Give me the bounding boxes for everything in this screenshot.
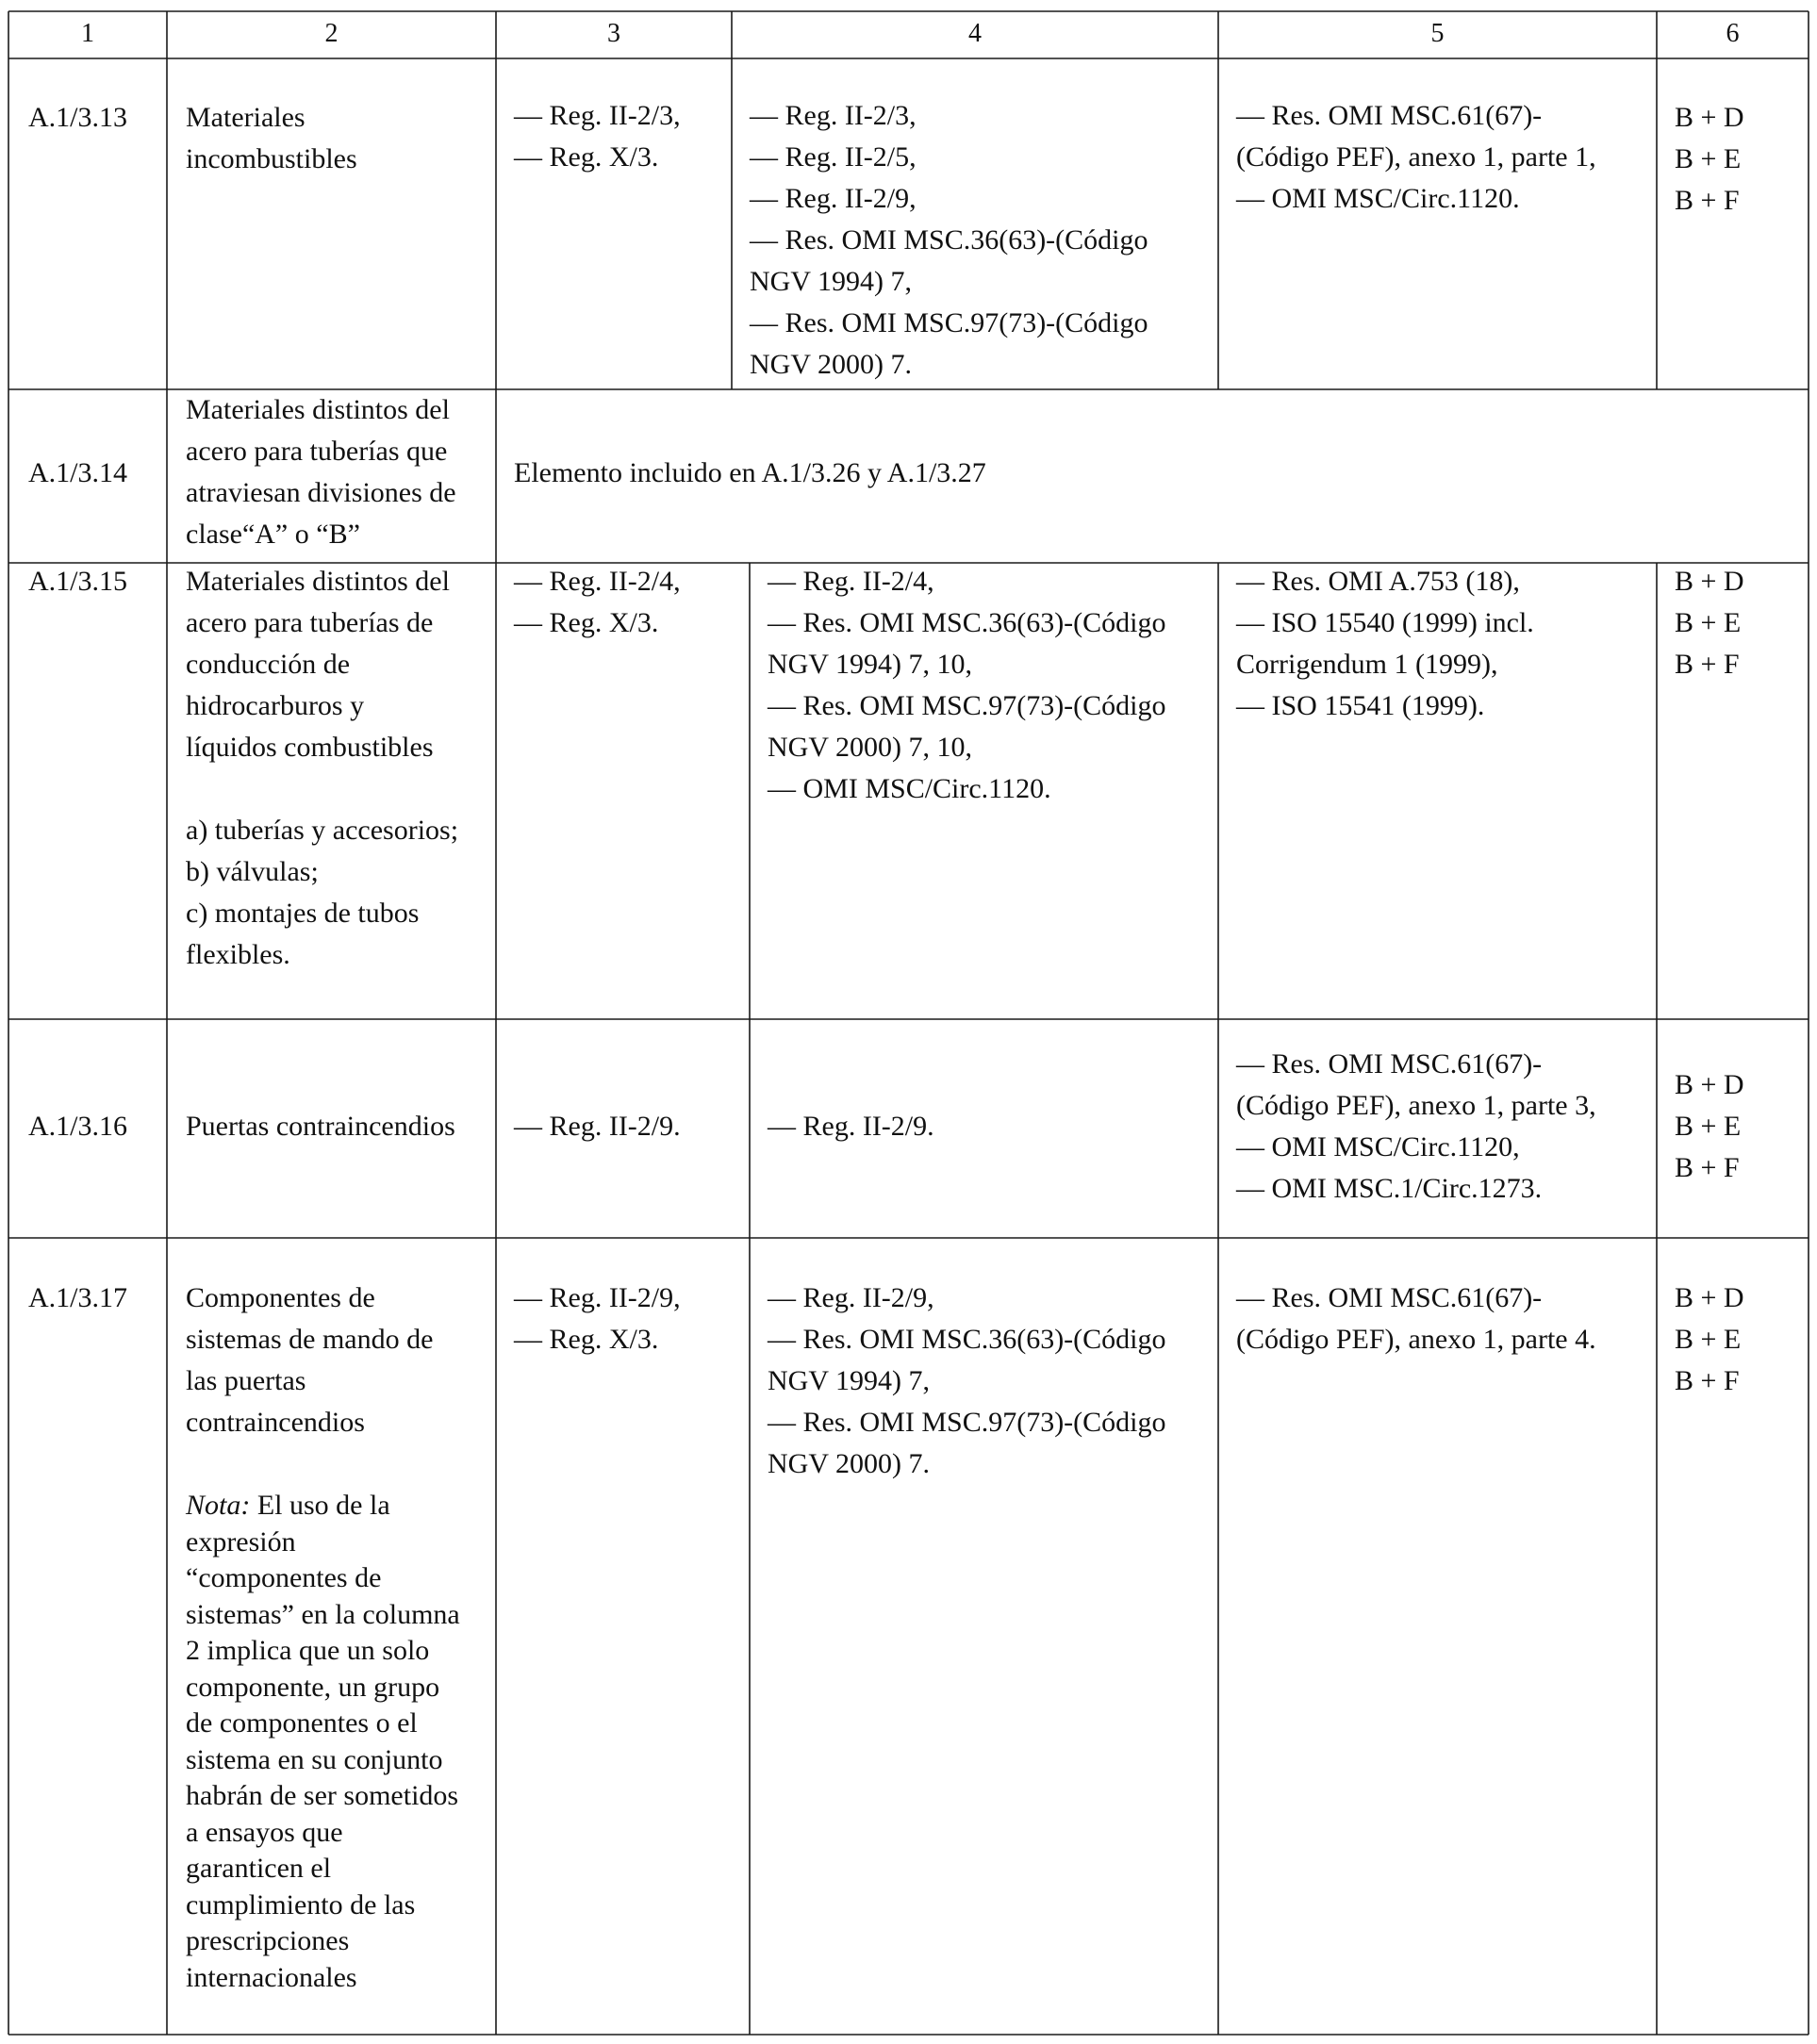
- header-col-2: 2: [324, 19, 339, 48]
- row-5-col3: — Reg. II-2/9, — Reg. X/3.: [514, 1282, 681, 1355]
- row-4-col6: B + D B + E B + F: [1675, 1069, 1744, 1183]
- row-1-col4: — Reg. II-2/3, — Reg. II-2/5, — Reg. II-2/9, — Res. OMI MSC.36(63)-(Código NGV 1994) 7, — Res. OMI MSC.97(73)-(Código NGV 2000) 7.: [750, 100, 1148, 380]
- row-5-col4: — Reg. II-2/9, — Res. OMI MSC.36(63)-(Código NGV 1994) 7, — Res. OMI MSC.97(73)-(Código NGV 2000) 7.: [768, 1282, 1166, 1479]
- header-col-1: 1: [81, 19, 94, 48]
- row-4-item: Puertas contraincendios: [186, 1111, 455, 1142]
- row-3-code: A.1/3.15: [28, 566, 127, 597]
- header-col-6: 6: [1726, 19, 1740, 48]
- row-1-code: A.1/3.13: [28, 102, 127, 133]
- header-col-4: 4: [968, 19, 982, 48]
- row-5-code: A.1/3.17: [28, 1282, 127, 1313]
- row-1-col6: B + D B + E B + F: [1675, 102, 1744, 216]
- note-text: El uso de la expresión “componentes de sistemas” en la columna 2 implica que un solo componente, un grupo de componentes o el sistema en su conjunto habrán de ser sometidos a ensayos que garanticen el cumplimiento de las prescripciones internacionales: [186, 1490, 460, 1993]
- row-2-item: Materiales distintos del acero para tuberías que atraviesan divisiones de clase“A” o “B”: [186, 394, 456, 550]
- row-5-col5: — Res. OMI MSC.61(67)- (Código PEF), anexo 1, parte 4.: [1236, 1282, 1596, 1355]
- row-1-col3: — Reg. II-2/3, — Reg. X/3.: [514, 100, 681, 173]
- row-5-col6: B + D B + E B + F: [1675, 1282, 1744, 1396]
- header-col-3: 3: [607, 19, 620, 48]
- row-5-item: Componentes de sistemas de mando de las puertas contraincendios: [186, 1282, 434, 1438]
- row-4-col5: — Res. OMI MSC.61(67)- (Código PEF), anexo 1, parte 3, — OMI MSC/Circ.1120, — OMI MSC.1/Circ.1273.: [1236, 1048, 1596, 1204]
- row-5-note: [186, 1488, 492, 1996]
- row-3-col4: — Reg. II-2/4, — Res. OMI MSC.36(63)-(Código NGV 1994) 7, 10, — Res. OMI MSC.97(73)-(Código NGV 2000) 7, 10, — OMI MSC/Circ.1120.: [768, 566, 1166, 804]
- row-2-code: A.1/3.14: [28, 457, 127, 488]
- header-col-5: 5: [1430, 19, 1445, 48]
- row-1-col5: — Res. OMI MSC.61(67)- (Código PEF), anexo 1, parte 1, — OMI MSC/Circ.1120.: [1236, 100, 1596, 214]
- row-4-code: A.1/3.16: [28, 1111, 127, 1142]
- row-3-col6: B + D B + E B + F: [1675, 566, 1744, 680]
- row-3-col3: — Reg. II-2/4, — Reg. X/3.: [514, 566, 681, 638]
- row-3-item: Materiales distintos del acero para tuberías de conducción de hidrocarburos y líquidos combustibles a) tuberías y accesorios; b) válvulas; c) montajes de tubos flexibles.: [186, 566, 459, 970]
- row-2-merged: Elemento incluido en A.1/3.26 y A.1/3.27: [514, 457, 986, 488]
- note-label: Nota:: [186, 1490, 251, 1521]
- row-1-item: Materiales incombustibles: [186, 102, 357, 174]
- row-4-col4: — Reg. II-2/9.: [768, 1111, 934, 1142]
- row-4-col3: — Reg. II-2/9.: [514, 1111, 681, 1142]
- row-3-col5: — Res. OMI A.753 (18), — ISO 15540 (1999) incl. Corrigendum 1 (1999), — ISO 15541 (1999).: [1236, 566, 1534, 721]
